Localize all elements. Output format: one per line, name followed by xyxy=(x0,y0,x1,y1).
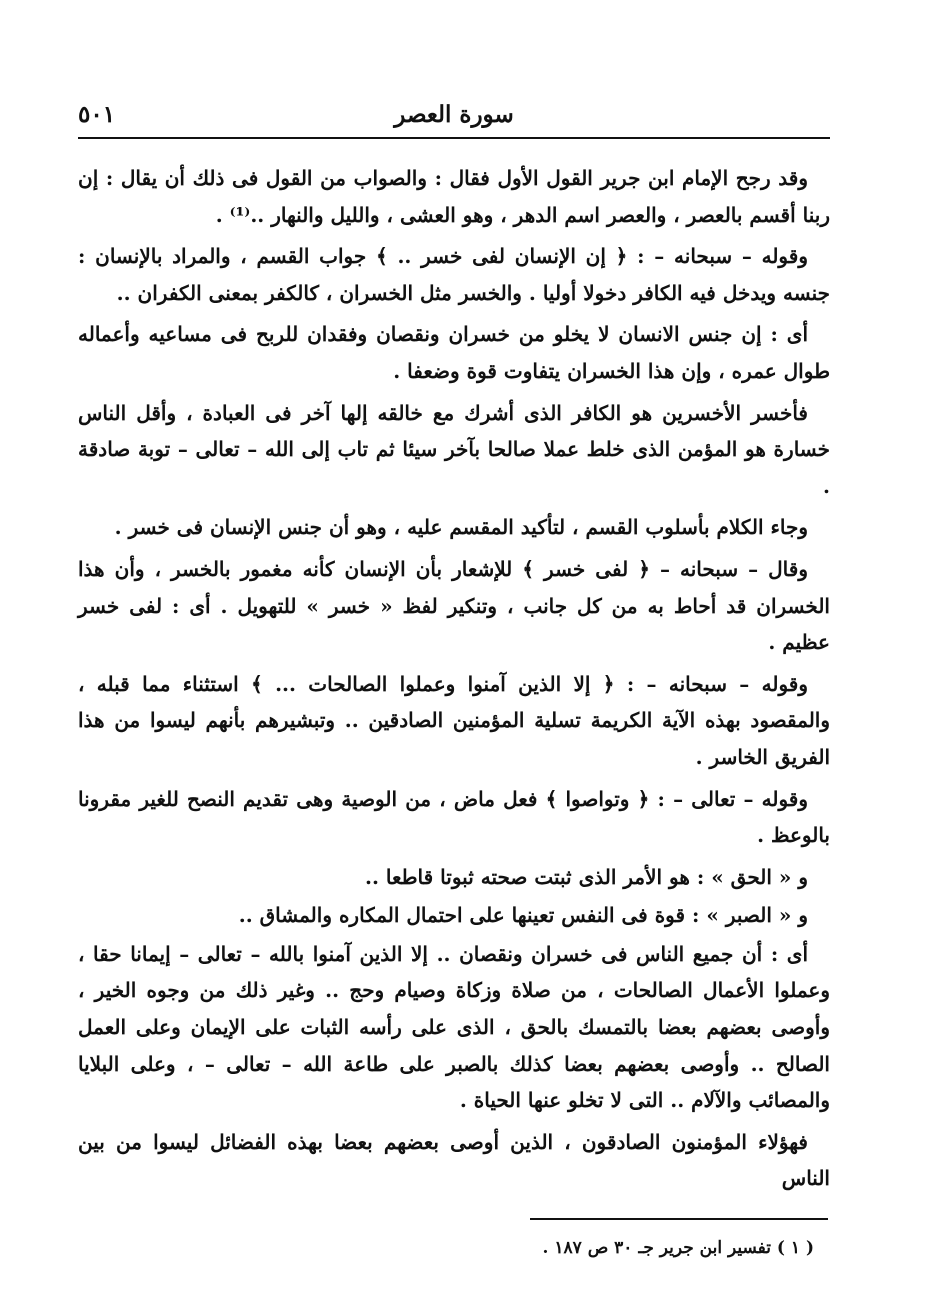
footnote: ( ١ ) تفسير ابن جرير جـ ٣٠ ص ١٨٧ . xyxy=(542,1238,814,1258)
paragraph: فأخسر الأخسرين هو الكافر الذى أشرك مع خالقه إلها آخر فى العبادة ، وأقل الناس خسارة هو المؤمن الذى خلط عملا صالحا بآخر سيئا ثم تاب إلى الله – تعالى – توبة صادقة . xyxy=(78,400,830,498)
paragraph: أى : أن جميع الناس فى خسران ونقصان .. إلا الذين آمنوا بالله – تعالى – إيمانا حقا ، وعملوا الأعمال الصالحات ، من صلاة وزكاة وصيام وحج .. وغير ذلك من وجوه الخير ، وأوصى بعضهم بعضا بالتمسك بالحق ، الذى على رأسه الثبات على الإيمان وعلى العمل الصالح .. وأوصى بعضهم بعضا كذلك بالصبر على طاعة الله – تعالى – ، وعلى البلايا والمصائب والآلام .. التى لا تخلو عنها الحياة . xyxy=(78,941,830,1113)
footnote-rule xyxy=(530,1218,828,1220)
definition-line: و « الحق » : هو الأمر الذى ثبتت صحته ثبوتا قاطعا .. xyxy=(365,864,808,889)
header-rule xyxy=(78,137,830,139)
paragraph: وقال – سبحانه – ﴿ لفى خسر ﴾ للإشعار بأن الإنسان كأنه مغمور بالخسر ، وأن هذا الخسران قد أحاط به من كل جانب ، وتنكير لفظ « خسر » للتهويل . أى : لفى خسر عظيم . xyxy=(78,556,830,655)
paragraph: وقد رجح الإمام ابن جرير القول الأول فقال : والصواب من القول فى ذلك أن يقال : إن ربنا أقسم بالعصر ، والعصر اسم الدهر ، وهو العشى ، والليل والنهار ..⁽¹⁾ . xyxy=(78,166,830,227)
paragraph: وقوله – تعالى – : ﴿ وتواصوا ﴾ فعل ماض ، من الوصية وهى تقديم النصح للغير مقرونا بالوعظ . xyxy=(78,786,830,848)
paragraph: وجاء الكلام بأسلوب القسم ، لتأكيد المقسم عليه ، وهو أن جنس الإنسان فى خسر . xyxy=(114,515,808,540)
paragraph: أى : إن جنس الانسان لا يخلو من خسران ونقصان وفقدان للربح فى مساعيه وأعماله طوال عمره ، وإن هذا الخسران يتفاوت قوة وضعفا . xyxy=(78,322,830,383)
paragraph: فهؤلاء المؤمنون الصادقون ، الذين أوصى بعضهم بعضا بهذه الفضائل ليسوا من بين الناس xyxy=(78,1129,830,1191)
surah-title: سورة العصر xyxy=(394,101,514,128)
page-header xyxy=(78,95,830,139)
paragraph: وقوله – سبحانه – : ﴿ إلا الذين آمنوا وعملوا الصالحات ... ﴾ استثناء مما قبله ، والمقصود بهذه الآية الكريمة تسلية المؤمنين الصادقين .. وتبشيرهم بأنهم ليسوا من هذا الفريق الخاسر . xyxy=(78,671,830,769)
page-body xyxy=(78,160,830,1202)
page-number: ٥٠١ xyxy=(78,101,116,128)
paragraph: وقوله – سبحانه – : ﴿ إن الإنسان لفى خسر .. ﴾ جواب القسم ، والمراد بالإنسان : جنسه ويدخل فيه الكافر دخولا أوليا . والخسر مثل الخسران ، كالكفر بمعنى الكفران .. xyxy=(78,244,830,305)
definition-line: و « الصبر » : قوة فى النفس تعينها على احتمال المكاره والمشاق .. xyxy=(238,903,808,928)
